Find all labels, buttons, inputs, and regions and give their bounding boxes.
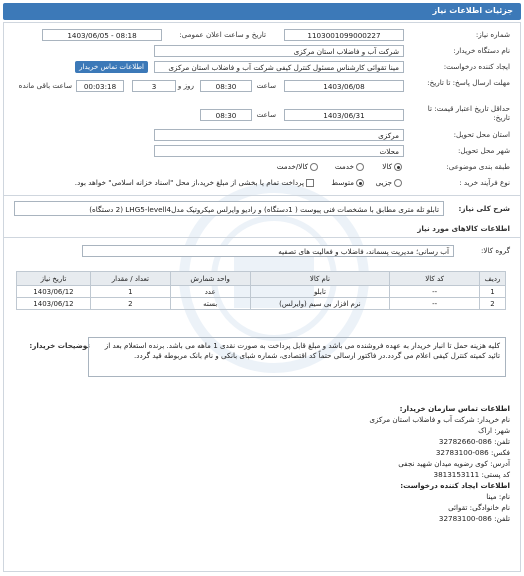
goods-group-field[interactable]: آب رسانی؛ مدیریت پسماند، فاضلاب و فعالیت های تصفیه [82,245,454,257]
row-category [10,161,514,174]
row-process [10,177,514,190]
buyer-postal-code: کد پستی: 3813153111 [433,470,510,479]
deadline-date-field[interactable]: 1403/06/08 [284,80,404,92]
page-title: جزئیات اطلاعات نیاز [432,6,513,15]
cell-date: 1403/06/12 [17,286,91,298]
creator-field[interactable]: مینا تقوائی کارشناس مسئول کنترل کیفی شرکت آب و فاضلاب استان مرکزی [154,61,404,73]
radio-selected-icon[interactable] [394,163,402,171]
goods-section-header [10,223,514,236]
province-label: استان محل تحویل: [453,130,510,139]
table-header-row [17,272,506,286]
city-field[interactable]: محلات [154,145,404,157]
col-header-code: کد کالا [390,272,480,286]
details-panel [3,22,521,572]
row-city [10,145,514,158]
category-option-goods[interactable]: کالا [382,162,402,171]
days-label: روز و [177,81,194,90]
creator-label: ایجاد کننده درخواست: [443,62,510,71]
cell-name: تابلو [250,286,390,298]
buyer-name: نام خریدار: شرکت آب و فاضلاب استان مرکزی [369,415,510,424]
row-deadline [10,77,514,101]
row-validity [10,103,514,127]
row-creator [10,61,514,74]
deadline-time-field[interactable]: 08:30 [200,80,252,92]
buyer-phone: تلفن: 086-32782660 [438,437,510,446]
process-option-minor[interactable]: جزیی [376,178,402,187]
creator-family-name: نام خانوادگی: تقوائی [448,503,510,512]
creator-phone: تلفن: 086-32783100 [438,514,510,523]
cell-row-number: 1 [480,286,506,298]
validity-time-label: ساعت [256,110,276,119]
goods-group-label: گروه کالا: [480,246,510,255]
col-header-name: نام کالا [250,272,390,286]
category-label: طبقه بندی موضوعی: [446,162,510,171]
city-label: شهر محل تحویل: [457,146,510,155]
buyer-address: آدرس: کوی رضویه میدان شهید نجفی [398,459,510,468]
province-field[interactable]: مرکزی [154,129,404,141]
buyer-notes-field: کلیه هزینه حمل تا انبار خریدار به عهده فروشنده می باشد و مبلغ قابل پرداخت به صورت نقدی 1 ماهه می باشد. برنده استعلام بعد از تائید کمیته کنترل کیفی اعلام می گردد.در فاکتور ارسالی حتماً کد اقتصادی، شماره شبای بانکی و نام بانک مربوطه قید گردد. [88,337,506,377]
col-header-quantity: تعداد / مقدار [90,272,170,286]
remaining-time-field: 00:03:18 [76,80,124,92]
table-row[interactable] [17,298,506,310]
buyer-contact-title: اطلاعات تماس سازمان خریدار: [399,404,510,413]
validity-label: حداقل تاریخ اعتبار قیمت: تا تاریخ: [427,104,510,122]
notes-label: توضیحات خریدار: [29,341,90,350]
deadline-label: مهلت ارسال پاسخ: تا تاریخ: [427,78,510,87]
row-province [10,129,514,142]
treasury-payment-checkbox[interactable]: پرداخت تمام یا بخشی از مبلغ خرید،از محل "اسناد خزانه اسلامی" خواهد بود. [75,178,314,187]
col-header-unit: واحد شمارش [170,272,250,286]
summary-field[interactable]: تابلو تله متری مطابق با مشخصات فنی پیوست ( 1دستگاه) و رادیو وایرلس میکروتیک مدلLHG5-levell4 (2 دستگاه) [14,201,444,216]
row-goods-group [10,245,514,258]
radio-icon[interactable] [356,163,364,171]
page-header [3,3,521,20]
announce-label: تاریخ و ساعت اعلان عمومی: [179,30,266,39]
checkbox-icon[interactable] [306,179,314,187]
creator-contact-title: اطلاعات ایجاد کننده درخواست: [400,481,510,490]
days-left-field: 3 [132,80,176,92]
cell-quantity: 2 [90,298,170,310]
row-summary [10,201,514,217]
category-option-service[interactable]: خدمت [335,162,364,171]
buyer-contact-info [369,403,510,524]
cell-code: -- [390,298,480,310]
cell-code: -- [390,286,480,298]
row-need-number [10,29,514,42]
need-number-label: شماره نیاز: [475,30,510,39]
buyer-field[interactable]: شرکت آب و فاضلاب استان مرکزی [154,45,404,57]
row-buyer [10,45,514,58]
process-label: نوع فرآیند خرید : [459,178,510,187]
creator-name: نام: مینا [486,492,510,501]
cell-date: 1403/06/12 [17,298,91,310]
remaining-label: ساعت باقی مانده [18,81,72,90]
divider [4,237,520,238]
radio-icon[interactable] [310,163,318,171]
buyer-fax: فکس: 086-32783100 [435,448,510,457]
cell-unit: عدد [170,286,250,298]
category-option-both[interactable]: کالا/خدمت [277,162,318,171]
buyer-label: نام دستگاه خریدار: [453,46,510,55]
buyer-city: شهر: اراک [478,426,510,435]
col-header-row-number: ردیف [480,272,506,286]
validity-date-field[interactable]: 1403/06/31 [284,109,404,121]
divider [4,195,520,196]
goods-table [16,271,506,310]
validity-time-field[interactable]: 08:30 [200,109,252,121]
cell-row-number: 2 [480,298,506,310]
announce-field[interactable]: 1403/06/05 - 08:18 [42,29,162,41]
cell-quantity: 1 [90,286,170,298]
buyer-contact-button[interactable]: اطلاعات تماس خریدار [75,61,148,73]
cell-name: نرم افزار بی سیم (وایرلس) [250,298,390,310]
goods-section-title: اطلاعات کالاهای مورد نیاز [417,224,510,233]
cell-unit: بسته [170,298,250,310]
deadline-time-label: ساعت [256,81,276,90]
summary-label: شرح کلی نیاز: [458,204,510,213]
radio-icon[interactable] [394,179,402,187]
process-option-medium[interactable]: متوسط [331,178,364,187]
need-number-field[interactable]: 1103001099000227 [284,29,404,41]
col-header-date: تاریخ نیاز [17,272,91,286]
table-row[interactable] [17,286,506,298]
radio-selected-icon[interactable] [356,179,364,187]
